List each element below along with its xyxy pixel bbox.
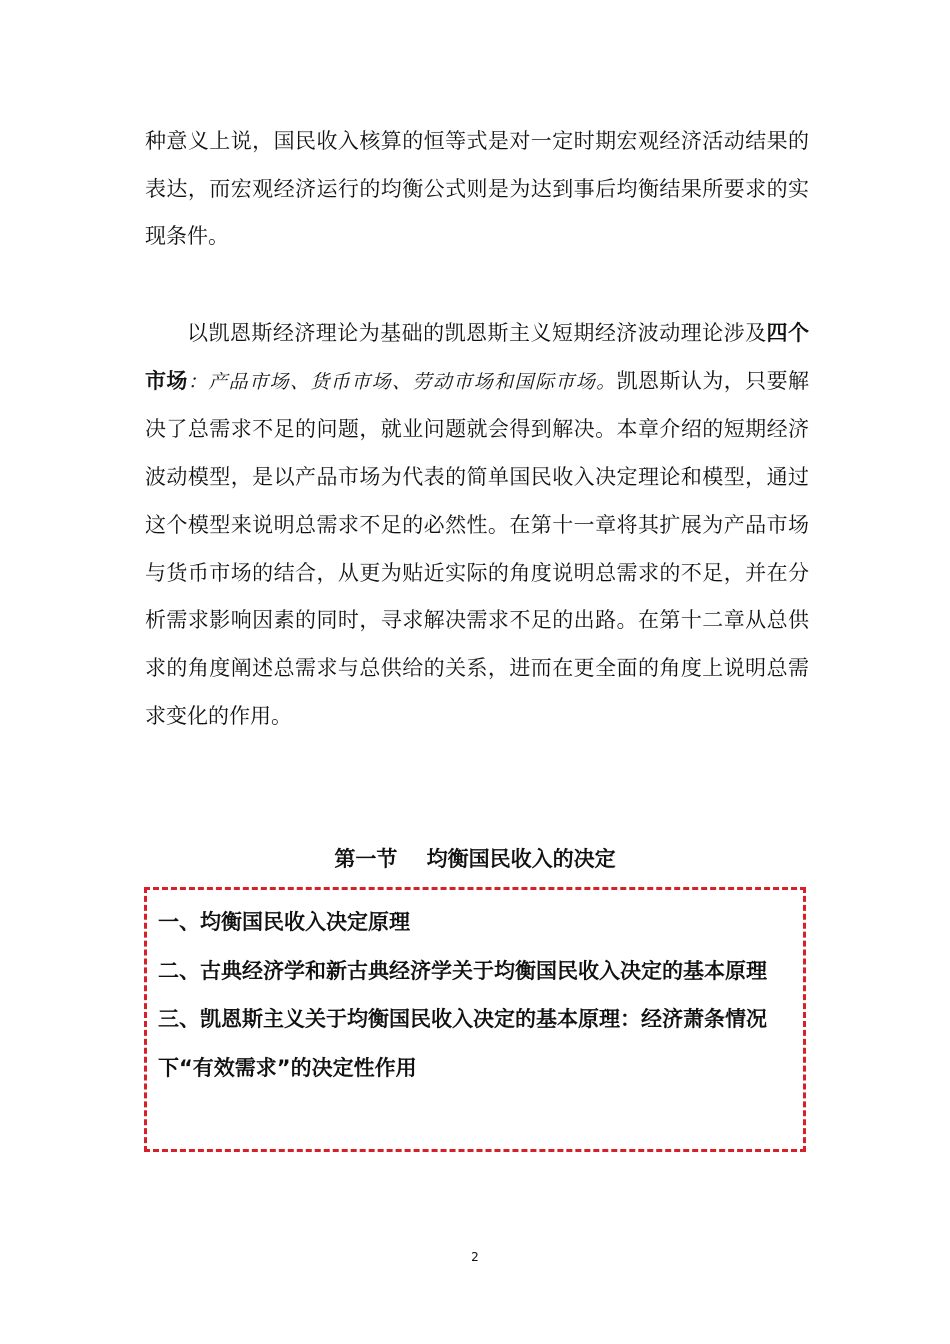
body-paragraph-1: 种意义上说，国民收入核算的恒等式是对一定时期宏观经济活动结果的表达，而宏观经济运行的均衡公式则是为达到事后均衡结果所要求的实现条件。 [145,129,809,249]
markets-list: ：产品市场、货币市场、劳动市场和国际市场。 [187,370,617,393]
outline-item-3: 三、凯恩斯主义关于均衡国民收入决定的基本原理：经济萧条情况下“有效需求”的决定性作用 [158,1007,767,1080]
outline-item-1: 一、均衡国民收入决定原理 [158,910,410,934]
outline-item-2: 二、古典经济学和新古典经济学关于均衡国民收入决定的基本原理 [158,958,767,983]
four-markets-term: 四个市场 [145,321,810,393]
paragraph-2-rest: 凯恩斯认为，只要解决了总需求不足的问题，就业问题就会得到解决。本章介绍的短期经济波动模型，是以产品市场为代表的简单国民收入决定理论和模型，通过这个模型来说明总需求不足的必然性。在第十一章将其扩展为产品市场与货币市场的结合，从更为贴近实际的角度说明总需求的不足，并在分析需求影响因素的同时，寻求解决需求不足的出路。在第十二章从总供求的角度阐述总需求与总供给的关系，进而在更全面的角度上说明总需求变化的作用。 [145,368,809,728]
paragraph-2-intro: 以凯恩斯经济理论为基础的凯恩斯主义短期经济波动理论涉及 [187,321,767,345]
section-outline-list [158,898,790,1092]
page-number: 2 [471,1250,479,1264]
body-paragraph-2 [145,310,809,740]
section-title: 第一节 均衡国民收入的决定 [334,847,616,871]
